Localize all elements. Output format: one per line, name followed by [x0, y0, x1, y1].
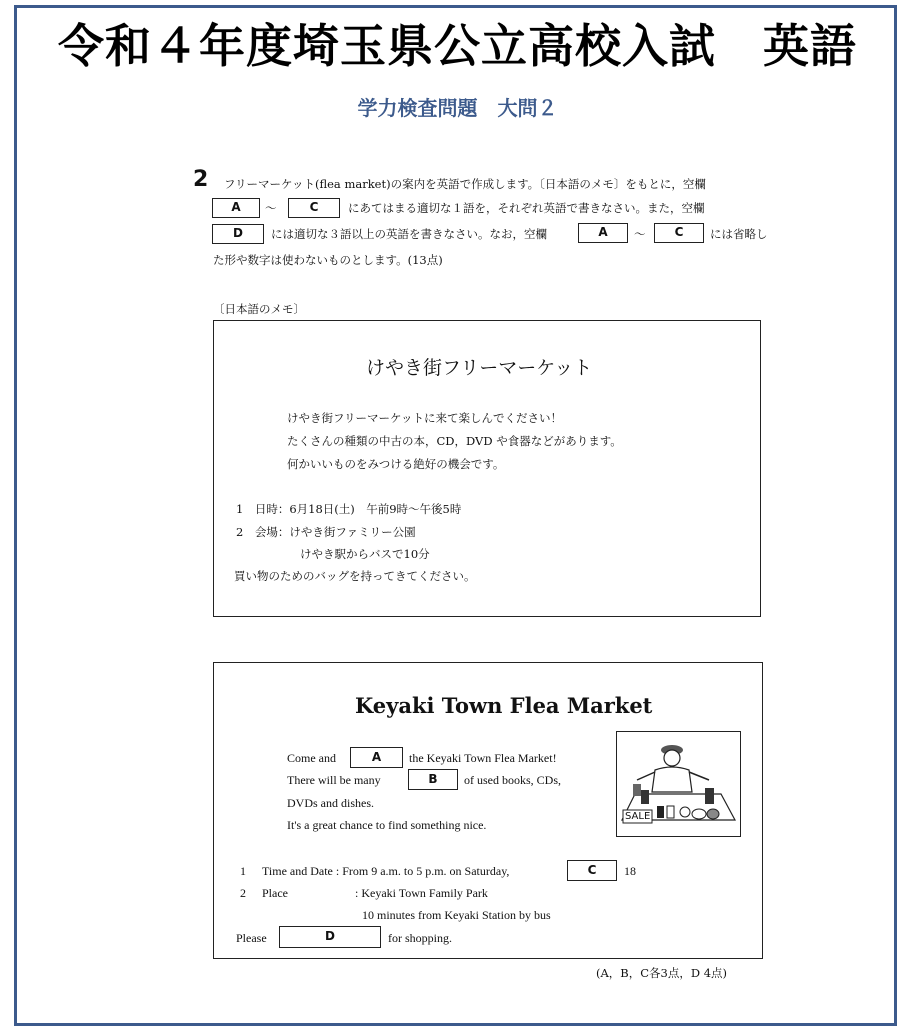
instruction-line-3: には適切な３語以上の英語を書きなさい。なお，空欄 [271, 227, 547, 241]
memo-title: けやき街フリーマーケット [366, 357, 593, 379]
flea-market-illustration [616, 731, 741, 837]
blank-a: A [212, 198, 260, 218]
blank-a-2: A [578, 223, 628, 243]
flyer-blank-d: D [279, 926, 381, 948]
memo-item-2: 2 会場：けやき街ファミリー公園 [236, 525, 416, 539]
memo-item-1: 1 日時：6月18日(土) 午前9時～午後5時 [236, 502, 462, 516]
flyer-item-1-date: 18 [624, 864, 636, 878]
memo-line-3: 何かいいものをみつける絶好の機会です。 [287, 457, 505, 471]
memo-note: 買い物のためのバッグを持ってきてください。 [234, 569, 476, 583]
points-allocation: (A，B，C各3点，D 4点) [596, 966, 728, 980]
memo-item-2-detail: けやき駅からバスで10分 [300, 547, 430, 561]
flyer-item-1-label: Time and Date : From 9 a.m. to 5 p.m. on Saturday, [262, 864, 510, 878]
tilde-2: ～ [634, 227, 646, 241]
flyer-please: Please [236, 931, 267, 945]
flyer-title: Keyaki Town Flea Market [355, 693, 653, 718]
flyer-blank-c: C [567, 860, 617, 881]
blank-d: D [212, 224, 264, 244]
flyer-blank-b: B [408, 769, 458, 790]
question-number: 2 [193, 167, 209, 192]
flyer-item-1-num: 1 [240, 864, 246, 878]
flyer-item-2-detail: 10 minutes from Keyaki Station by bus [362, 908, 551, 922]
flyer-item-2-num: 2 [240, 886, 246, 900]
blank-c-2: C [654, 223, 704, 243]
flyer-line-1-pre: Come and [287, 751, 336, 765]
flyer-item-2-label: Place [262, 886, 288, 900]
tilde: ～ [265, 201, 277, 215]
flyer-line-2-post: of used books, CDs, [464, 773, 562, 787]
memo-line-1: けやき街フリーマーケットに来て楽しんでください！ [287, 411, 562, 425]
page-subtitle: 学力検査問題 大問２ [357, 96, 558, 120]
instruction-line-3b: には省略し [710, 227, 768, 241]
flyer-line-1-post: the Keyaki Town Flea Market! [409, 751, 557, 765]
instruction-line-2: にあてはまる適切な１語を，それぞれ英語で書きなさい。また，空欄 [348, 201, 705, 215]
flyer-blank-a: A [350, 747, 403, 768]
instruction-line-1: フリーマーケット(flea market)の案内を英語で作成します。〔日本語のメモ〕をもとに，空欄 [224, 177, 706, 191]
memo-line-2: たくさんの種類の中古の本，CD，DVD や食器などがあります。 [287, 434, 622, 448]
page-title: 令和４年度埼玉県公立高校入試 英語 [58, 19, 857, 73]
flyer-line-2-pre: There will be many [287, 773, 381, 787]
sale-sign: SALE [625, 811, 651, 822]
flyer-item-2-value: : Keyaki Town Family Park [355, 886, 488, 900]
instruction-line-4: た形や数字は使わないものとします。(13点) [213, 253, 443, 267]
flyer-line-4: It's a great chance to find something nice. [287, 818, 487, 832]
flyer-line-3: DVDs and dishes. [287, 796, 374, 810]
blank-c: C [288, 198, 340, 218]
memo-label: 〔日本語のメモ〕 [213, 302, 305, 316]
flyer-for-shopping: for shopping. [388, 931, 452, 945]
